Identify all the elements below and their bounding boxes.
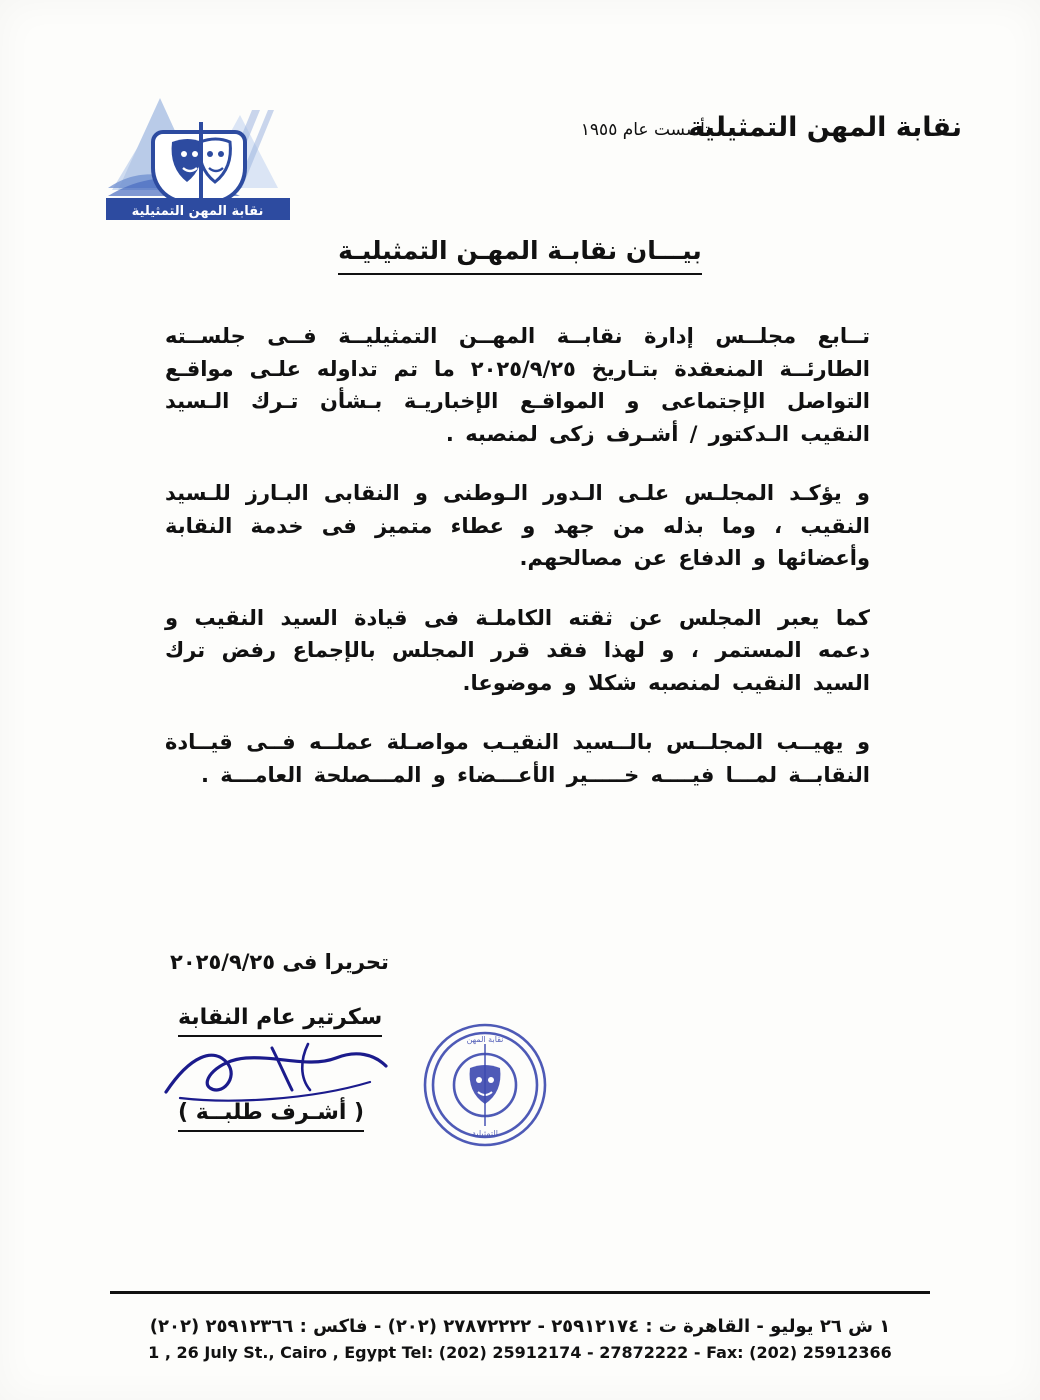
footer-address-english: 1 , 26 July St., Cairo , Egypt Tel: (202) 25912174 - 27872222 - Fax: (202) 25912366 bbox=[148, 1343, 892, 1362]
footer-address-arabic: ١ ش ٢٦ يوليو - القاهرة ت : ٢٥٩١٢١٧٤ - ٢٧٨٧٢٢٢٢ (٢٠٢) - فاكس : ٢٥٩١٢٣٦٦ (٢٠٢) bbox=[149, 1316, 891, 1337]
paragraph-1: تــابع مجلــس إدارة نقابــة المهــن التمثيليــة فــى جلســته الطارئــة المنعقدة بتـاريخ ٢٠٢٥/٩/٢٥ ما تم تداوله علـى مواقـع التواصل الإجتماعى و المواقـع الإخباريـة بـشأن تـرك الـسيد النقيب الـدكتور / أشـرف زكى لمنصبه . bbox=[165, 324, 870, 446]
document-footer bbox=[0, 1316, 1040, 1362]
document-header bbox=[0, 60, 1040, 220]
signatory-name: ( أشـرف طلبــة ) bbox=[178, 1100, 364, 1132]
theatre-masks-emblem-icon bbox=[100, 70, 295, 225]
date-line: تحريرا فى ٢٠٢٥/٩/٢٥ bbox=[170, 950, 389, 974]
official-round-stamp-icon bbox=[420, 1020, 550, 1150]
svg-text:التمثيلية: التمثيلية bbox=[472, 1129, 498, 1138]
syndicate-logo bbox=[100, 70, 295, 225]
organization-title: نقابة المهن التمثيلية bbox=[688, 112, 962, 143]
logo-caption: نقابة المهن التمثيلية bbox=[131, 204, 264, 219]
document-title-container bbox=[0, 236, 1040, 275]
signatory-title: سكرتير عام النقابة bbox=[178, 1005, 382, 1037]
handwritten-signature-icon bbox=[160, 1038, 400, 1108]
footer-divider bbox=[110, 1291, 930, 1294]
founded-year-text: تأسست عام ١٩٥٥ bbox=[580, 120, 710, 140]
signature-block bbox=[0, 1000, 1040, 1220]
paragraph-3: كما يعبر المجلس عن ثقته الكاملـة فى قيادة السيد النقيب و دعمه المستمر ، و لهذا فقد قرر المجلس بالإجماع رفض ترك السيد النقيب لمنصبه شكلا و موضوعا. bbox=[165, 605, 870, 695]
paragraph-2: و يؤكـد المجلـس علـى الـدور الـوطنى و النقابى البـارز للـسيد النقيب ، وما بذله من جهد و عطاء متميز فى خدمة النقابة وأعضائها و الدفاع عن مصالحهم. bbox=[165, 481, 870, 571]
svg-text:نقابة المهن: نقابة المهن bbox=[466, 1035, 504, 1044]
paragraph-4: و يهيــب المجلــس بالــسيد النقيـب مواصـلة عملــه فــى قيــادة النقابــة لمـــا فيــــه خـــــير الأعـــضاء و المـــصلحة العامـــة . bbox=[165, 730, 870, 788]
date-line-container bbox=[0, 950, 1040, 974]
document-title: بيـــان نقابـة المهـن التمثيليـة bbox=[338, 236, 702, 275]
document-body bbox=[165, 320, 870, 819]
